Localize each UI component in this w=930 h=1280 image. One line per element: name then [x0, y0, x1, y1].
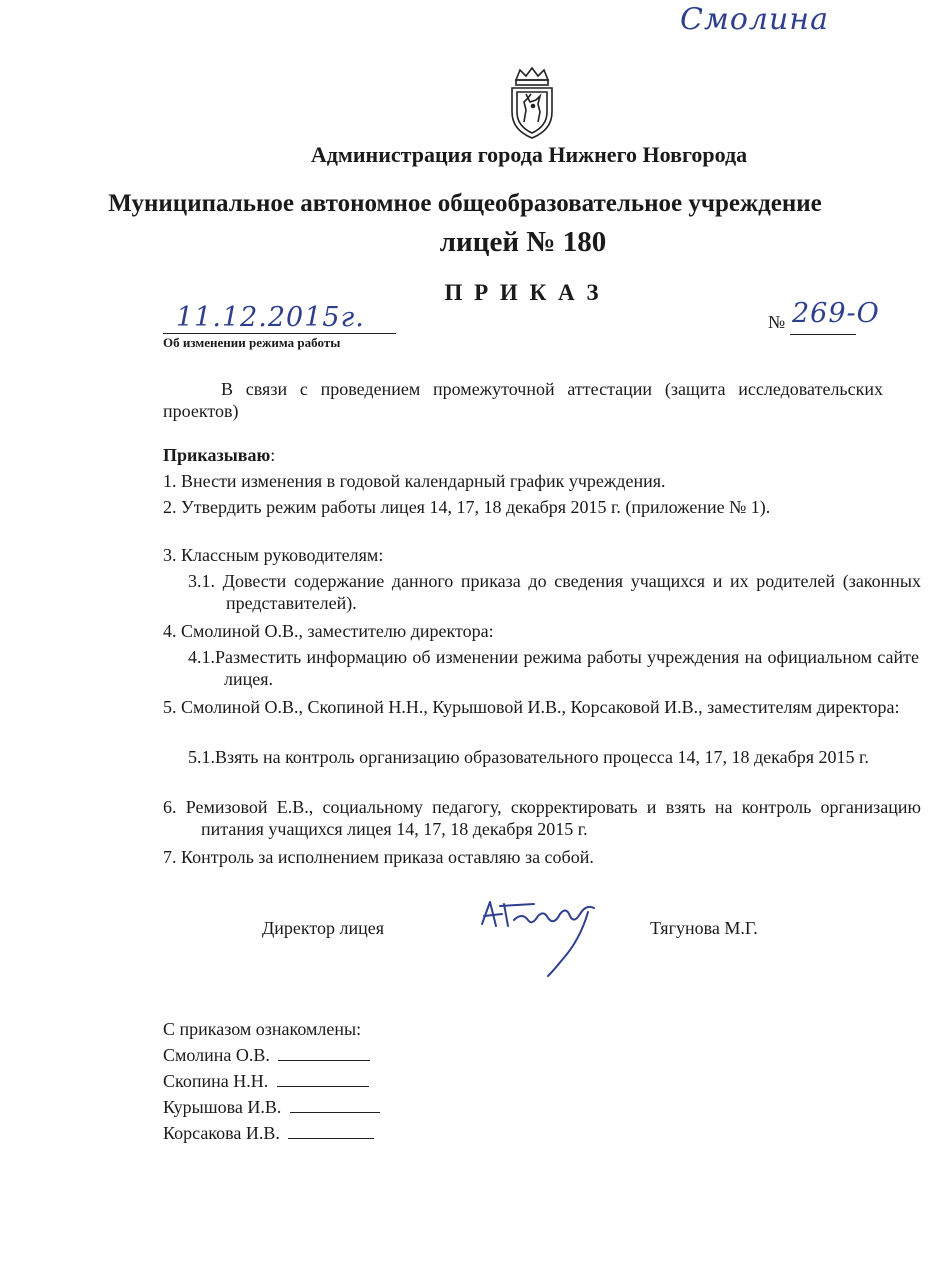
ack-signature-line: [278, 1060, 370, 1061]
handwritten-note: Смолина: [680, 2, 829, 37]
number-underline: [790, 334, 856, 335]
ack-row: [163, 1068, 369, 1094]
ack-name: Скопина Н.Н.: [163, 1071, 269, 1091]
ack-name: Курышова И.В.: [163, 1097, 282, 1117]
number-prefix: №: [768, 312, 786, 332]
order-number: 269-О: [792, 298, 880, 329]
signature-name: Тягунова М.Г.: [650, 918, 758, 938]
intro-paragraph: В связи с проведением промежуточной аттестации (защита исследовательских проектов): [163, 379, 883, 421]
item-2: 2. Утвердить режим работы лицея 14, 17, 18 декабря 2015 г. (приложение № 1).: [163, 497, 771, 517]
ack-row: [163, 1042, 370, 1068]
org-admin: Администрация города Нижнего Новгорода: [310, 142, 748, 167]
order-date: 11.12.2015г.: [176, 302, 365, 333]
ack-signature-line: [290, 1112, 380, 1113]
item-5: 5. Смолиной О.В., Скопиной Н.Н., Курышовой И.В., Корсаковой И.В., заместителям директора:: [163, 697, 900, 717]
order-subject: Об изменении режима работы: [163, 335, 341, 350]
ack-heading: С приказом ознакомлены:: [163, 1019, 362, 1039]
date-underline: [163, 333, 396, 334]
item-6: 6. Ремизовой Е.В., социальному педагогу, скорректировать и взять на контроль организацию питания учащихся лицея 14, 17, 18 декабря 2015 г.: [163, 797, 921, 839]
doc-type: П Р И К А З: [444, 280, 602, 305]
ack-row: [163, 1094, 380, 1120]
ack-name: Корсакова И.В.: [163, 1123, 280, 1143]
ack-row: [163, 1120, 374, 1146]
order-word-line: Приказываю:: [163, 445, 276, 465]
item-7: 7. Контроль за исполнением приказа оставляю за собой.: [163, 847, 594, 867]
signature-title: Директор лицея: [262, 918, 385, 938]
ack-name: Смолина О.В.: [163, 1045, 270, 1065]
item-1: 1. Внести изменения в годовой календарный график учреждения.: [163, 471, 666, 491]
coat-of-arms-icon: [500, 66, 564, 140]
ack-signature-line: [277, 1086, 369, 1087]
ack-signature-line: [288, 1138, 374, 1139]
item-4-1: 4.1.Разместить информацию об изменении режима работы учреждения на официальном сайте лицея.: [188, 647, 919, 689]
item-4: 4. Смолиной О.В., заместителю директора:: [163, 621, 494, 641]
order-word: Приказываю: [163, 445, 271, 465]
item-5-1: 5.1.Взять на контроль организацию образовательного процесса 14, 17, 18 декабря 2015 г.: [188, 747, 869, 767]
org-line-2: лицей № 180: [439, 226, 607, 258]
item-3: 3. Классным руководителям:: [163, 545, 384, 565]
director-signature: [470, 890, 610, 980]
item-3-1: 3.1. Довести содержание данного приказа до сведения учащихся и их родителей (законных представителей).: [188, 571, 921, 613]
org-line-1: Муниципальное автономное общеобразовательное учреждение: [108, 190, 822, 217]
